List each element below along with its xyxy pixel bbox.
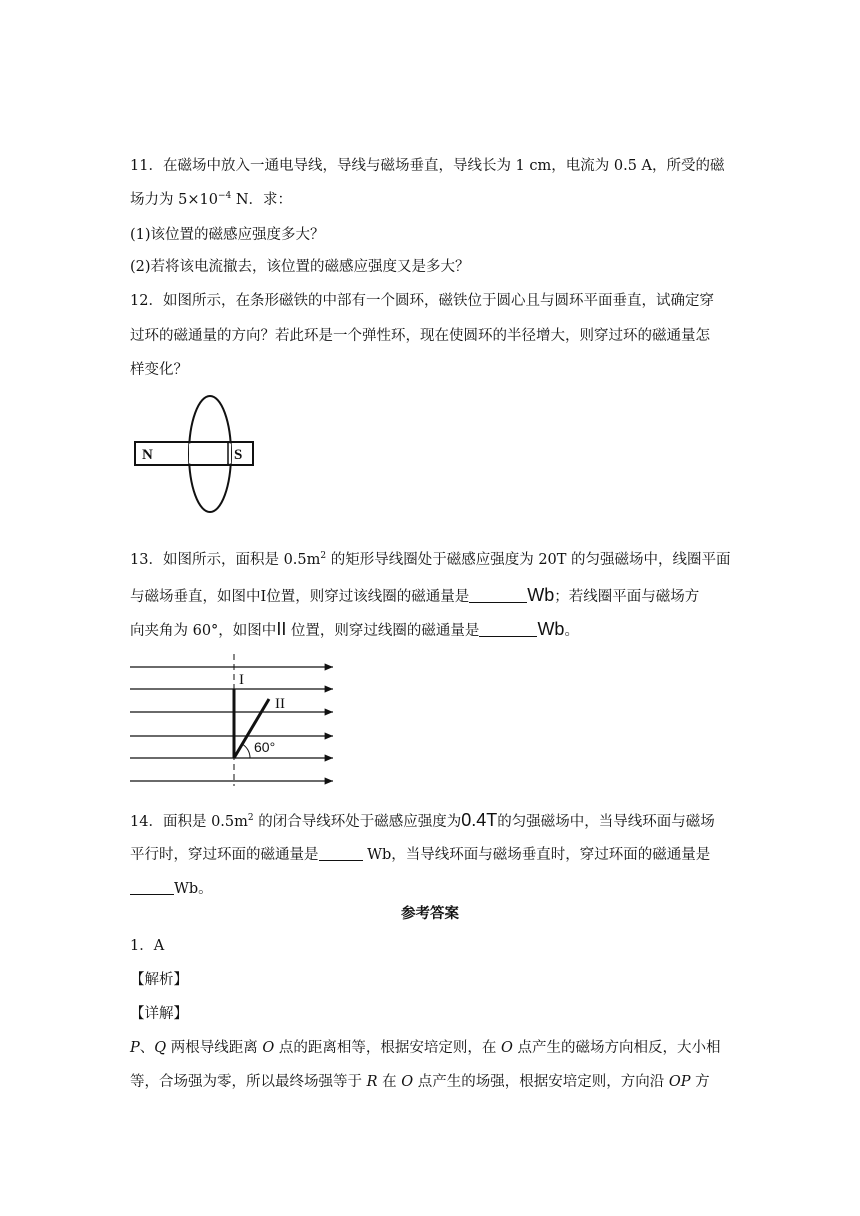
q13-area-exp: 2 xyxy=(320,551,327,561)
pole-s-label: S xyxy=(234,447,243,463)
text-seg: 两根导线距离 xyxy=(166,1040,263,1056)
q14-l3: Wb。 xyxy=(174,881,213,897)
var-o: O xyxy=(262,1040,275,1056)
text-seg: 点的距离相等，根据安培定则，在 xyxy=(274,1040,501,1056)
q14-area: 0.5m xyxy=(211,814,248,830)
detail-para-line-1 xyxy=(130,1038,720,1058)
q13-line-3 xyxy=(130,619,579,641)
text-seg: 、 xyxy=(139,1040,155,1056)
detail-label: 【详解】 xyxy=(130,1006,188,1022)
var-r: R xyxy=(366,1074,378,1090)
text-seg: 点产生的场强，根据安培定则，方向沿 xyxy=(413,1074,669,1090)
q14-blank-1[interactable] xyxy=(319,846,363,861)
q13-position-2: II xyxy=(276,619,287,639)
q14-l1-a: 14．面积是 xyxy=(130,814,212,830)
q13-blank-1[interactable] xyxy=(469,588,527,603)
var-o: O xyxy=(500,1040,513,1056)
var-op: OP xyxy=(668,1074,691,1090)
q13-l3-a: 向夹角为 60°，如图中 xyxy=(130,623,277,639)
magnet-ring-figure xyxy=(130,395,260,515)
q13-l1-a: 13．如图所示，面积是 xyxy=(130,552,284,568)
q13-blank-2[interactable] xyxy=(479,622,537,637)
q13-unit-2: Wb xyxy=(537,619,565,639)
q12-line-3: 样变化？ xyxy=(130,362,188,378)
q12-line-2: 过环的磁通量的方向？若此环是一个弹性环，现在使圆环的半径增大，则穿过环的磁通量怎 xyxy=(130,328,710,344)
detail-para-line-2 xyxy=(130,1072,710,1092)
text-seg: 方 xyxy=(690,1074,710,1090)
q14-area-exp: 2 xyxy=(247,813,254,823)
answers-heading: 参考答案 xyxy=(401,905,459,922)
field-lines xyxy=(130,667,333,781)
q14-line-1 xyxy=(130,810,715,832)
angle-label: 60° xyxy=(254,739,276,755)
q13-l3-b: 位置，则穿过线圈的磁通量是 xyxy=(286,623,480,639)
q13-area: 0.5m xyxy=(283,552,321,568)
q13-l2-a: 与磁场垂直，如图中Ⅰ位置，则穿过该线圈的磁通量是 xyxy=(130,589,470,605)
text-seg: 在 xyxy=(377,1074,402,1090)
q13-line-2 xyxy=(130,585,699,607)
q11-line-1: 11．在磁场中放入一通电导线，导线与磁场垂直，导线长为 1 cm，电流为 0.5 A，所受的磁 xyxy=(130,158,725,174)
q14-line-3 xyxy=(130,879,213,899)
label-position-2: II xyxy=(275,696,285,712)
var-q: Q xyxy=(154,1040,167,1056)
label-position-1: I xyxy=(239,672,244,688)
q14-l2-b: Wb，当导线环面与磁场垂直时，穿过环面的磁通量是 xyxy=(362,847,711,863)
q12-line-1: 12．如图所示，在条形磁铁的中部有一个圆环，磁铁位于圆心且与圆环平面垂直，试确定穿 xyxy=(130,293,714,309)
q13-l3-end: 。 xyxy=(564,623,579,639)
q14-line-2 xyxy=(130,845,710,865)
analysis-label: 【解析】 xyxy=(130,972,188,988)
q14-field-value: 0.4T xyxy=(461,810,498,830)
var-o: O xyxy=(401,1074,414,1090)
q11-exponent: −4 xyxy=(217,191,232,201)
q13-line-1 xyxy=(130,550,731,570)
q11-line-2 xyxy=(130,190,292,210)
var-p: P xyxy=(130,1040,140,1056)
text-seg: 点产生的磁场方向相反，大小相 xyxy=(512,1040,721,1056)
text-seg: 等，合场强为零，所以最终场强等于 xyxy=(130,1074,367,1090)
q14-blank-2[interactable] xyxy=(130,880,174,895)
q11-sub-1: (1)该位置的磁感应强度多大？ xyxy=(130,227,325,243)
q14-l1-c: 的匀强磁场中，当导线环面与磁场 xyxy=(497,814,715,830)
answer-1: 1．A xyxy=(130,938,165,954)
q11-line-2-suffix: N．求： xyxy=(231,192,293,208)
pole-n-label: N xyxy=(142,447,153,463)
q11-sub-2: (2)若将该电流撤去，该位置的磁感应强度又是多大？ xyxy=(130,259,470,275)
q13-l1-b: 的矩形导线圈处于磁感应强度为 20T 的匀强磁场中，线圈平面 xyxy=(326,552,731,568)
q11-line-2-prefix: 场力为 5×10 xyxy=(130,192,218,208)
q13-l2-b: ；若线圈平面与磁场方 xyxy=(554,589,700,605)
q13-unit-1: Wb xyxy=(527,585,555,605)
field-coil-figure xyxy=(128,654,343,786)
angle-arc xyxy=(242,744,250,758)
q14-l2-a: 平行时，穿过环面的磁通量是 xyxy=(130,847,319,863)
q14-l1-b: 的闭合导线环处于磁感应强度为 xyxy=(253,814,462,830)
